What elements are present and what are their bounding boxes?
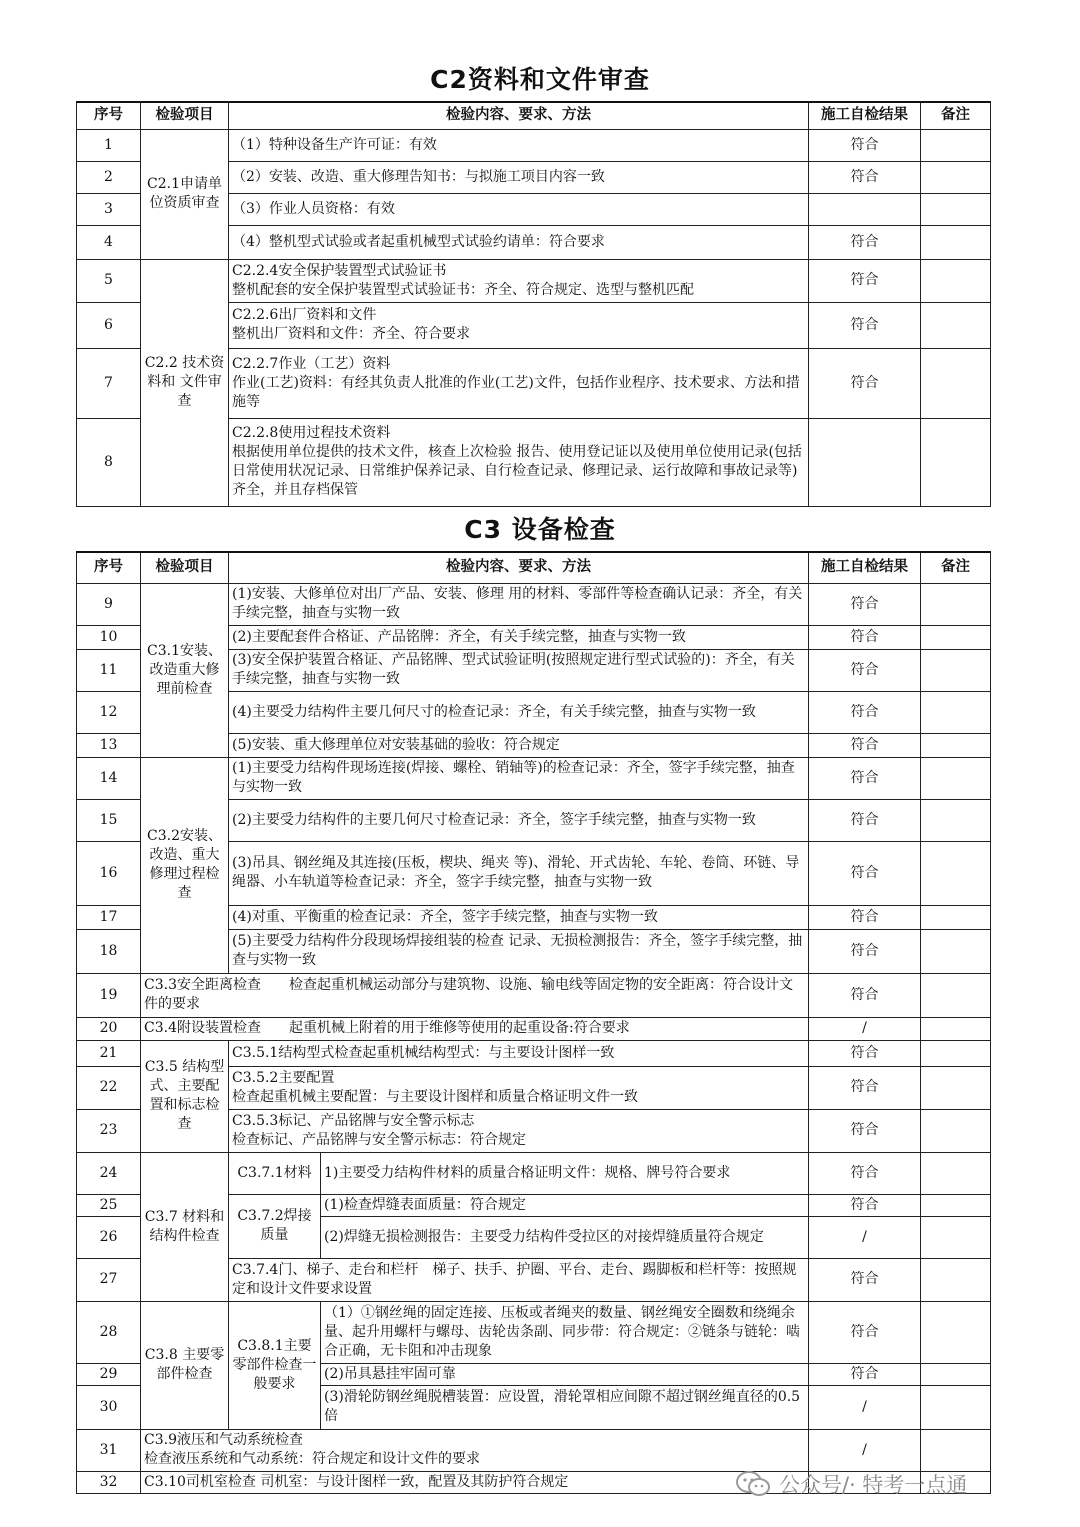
row-no: 24 xyxy=(77,1152,141,1194)
row-result: 符合 xyxy=(809,348,921,418)
row-remark xyxy=(921,973,991,1017)
row-result: 符合 xyxy=(809,1040,921,1066)
row-no: 18 xyxy=(77,929,141,973)
row-no: 19 xyxy=(77,973,141,1017)
row-content: （2）安装、改造、重大修理告知书：与拟施工项目内容一致 xyxy=(229,161,809,193)
row-remark xyxy=(921,1152,991,1194)
row-result: 符合 xyxy=(809,1363,921,1385)
row-content: C3.10司机室检查 司机室：与设计图样一致，配置及其防护符合规定 xyxy=(141,1471,809,1493)
row-result: 符合 xyxy=(809,625,921,649)
row-content: (3)吊具、钢丝绳及其连接(压板，楔块、绳夹 等)、滑轮、开式齿轮、车轮、卷筒、环链、导绳器、小车轨道等检查记录：齐全，签字手续完整，抽查与实物一致 xyxy=(229,841,809,905)
row-no: 7 xyxy=(77,348,141,418)
wechat-icon xyxy=(735,1470,771,1498)
row-result: 符合 xyxy=(809,1258,921,1301)
row-content: (2)主要受力结构件的主要几何尺寸检查记录：齐全，签字手续完整，抽查与实物一致 xyxy=(229,799,809,841)
row-result: 符合 xyxy=(809,691,921,733)
row-result: 符合 xyxy=(809,799,921,841)
row-remark xyxy=(921,1066,991,1109)
row-no: 9 xyxy=(77,583,141,625)
row-no: 21 xyxy=(77,1040,141,1066)
row-result: 符合 xyxy=(809,929,921,973)
watermark xyxy=(735,1464,1055,1504)
row-no: 25 xyxy=(77,1194,141,1216)
row-content: (1)安装、大修单位对出厂产品、安装、修理 用的材料、零部件等检查确认记录：齐全，有关手续完整，抽查与实物一致 xyxy=(229,583,809,625)
row-content: C3.5.2主要配置 检查起重机械主要配置：与主要设计图样和质量合格证明文件一致 xyxy=(229,1066,809,1109)
row-content: (4)主要受力结构件主要几何尺寸的检查记录：齐全，有关手续完整，抽查与实物一致 xyxy=(229,691,809,733)
row-content: (2)吊具悬挂牢固可靠 xyxy=(321,1363,809,1385)
row-no: 14 xyxy=(77,757,141,799)
row-result: 符合 xyxy=(809,733,921,757)
table-row xyxy=(77,1040,991,1066)
row-no: 15 xyxy=(77,799,141,841)
row-no: 1 xyxy=(77,129,141,161)
header-item: 检验项目 xyxy=(141,102,229,129)
row-remark xyxy=(921,1040,991,1066)
row-result: / xyxy=(809,1017,921,1040)
table-row xyxy=(77,1152,991,1194)
row-content: （1）①钢丝绳的固定连接、压板或者绳夹的数量、钢丝绳安全圈数和绕绳余量、起升用螺杆与螺母、齿轮齿条副、同步带：符合规定：②链条与链轮：啮合正确，无卡阻和冲击现象 xyxy=(321,1301,809,1363)
row-result: 符合 xyxy=(809,1152,921,1194)
row-content: C3.5.3标记、产品铭牌与安全警示标志 检查标记、产品铭牌与安全警示标志：符合规定 xyxy=(229,1109,809,1152)
group-c22: C2.2 技术资料和 文件审查 xyxy=(141,259,229,506)
table-row xyxy=(77,973,991,1017)
row-no: 17 xyxy=(77,905,141,929)
header-result: 施工自检结果 xyxy=(809,552,921,583)
row-content: C2.2.7作业（工艺）资料 作业(工艺)资料：有经其负责人批准的作业(工艺)文件，包括作业程序、技术要求、方法和措施等 xyxy=(229,348,809,418)
row-result: 符合 xyxy=(809,1066,921,1109)
row-remark xyxy=(921,302,991,348)
row-no: 3 xyxy=(77,193,141,225)
table-row xyxy=(77,757,991,799)
row-content: (1)检查焊缝表面质量：符合规定 xyxy=(321,1194,809,1216)
row-no: 26 xyxy=(77,1216,141,1258)
row-result: 符合 xyxy=(809,302,921,348)
table-row xyxy=(77,583,991,625)
row-remark xyxy=(921,929,991,973)
row-remark xyxy=(921,1258,991,1301)
sub-c371: C3.7.1材料 xyxy=(229,1152,321,1194)
row-content: （1）特种设备生产许可证：有效 xyxy=(229,129,809,161)
group-c31: C3.1安装、改造重大修理前检查 xyxy=(141,583,229,757)
header-item: 检验项目 xyxy=(141,552,229,583)
row-remark xyxy=(921,583,991,625)
row-remark xyxy=(921,1301,991,1363)
row-result: / xyxy=(809,1385,921,1429)
row-result: 符合 xyxy=(809,1109,921,1152)
header-content: 检验内容、要求、方法 xyxy=(229,552,809,583)
c3-table xyxy=(76,551,991,1494)
row-remark xyxy=(921,649,991,691)
row-remark xyxy=(921,348,991,418)
row-no: 28 xyxy=(77,1301,141,1363)
section-title-c2: C2资料和文件审查 xyxy=(430,65,650,94)
row-remark xyxy=(921,1216,991,1258)
watermark-text: 公众号/· 特考一点通 xyxy=(779,1473,968,1497)
row-content: 1)主要受力结构件材料的质量合格证明文件：规格、牌号符合要求 xyxy=(321,1152,809,1194)
row-content: C3.7.4门、梯子、走台和栏杆 梯子、扶手、护圈、平台、走台、踢脚板和栏杆等：按照规定和设计文件要求设置 xyxy=(229,1258,809,1301)
row-remark xyxy=(921,225,991,259)
row-result: 符合 xyxy=(809,129,921,161)
section-title-c3: C3 设备检查 xyxy=(464,515,616,544)
row-remark xyxy=(921,799,991,841)
group-c35: C3.5 结构型式、主要配置和标志检 查 xyxy=(141,1040,229,1152)
row-no: 27 xyxy=(77,1258,141,1301)
row-remark xyxy=(921,129,991,161)
row-result: 符合 xyxy=(809,1194,921,1216)
group-c38: C3.8 主要零部件检查 xyxy=(141,1301,229,1429)
row-content: C3.5.1结构型式检查起重机械结构型式：与主要设计图样一致 xyxy=(229,1040,809,1066)
row-content: C2.2.8使用过程技术资料 根据使用单位提供的技术文件，核查上次检验 报告、使用登记证以及使用单位使用记录(包括日常使用状况记录、日常维护保养记录、自行检查记录、修理记录、运行故障和事故记录等)齐全，并且存档保管 xyxy=(229,418,809,506)
table-row xyxy=(77,259,991,302)
row-result: 符合 xyxy=(809,757,921,799)
header-result: 施工自检结果 xyxy=(809,102,921,129)
row-remark xyxy=(921,193,991,225)
row-no: 20 xyxy=(77,1017,141,1040)
row-remark xyxy=(921,841,991,905)
row-no: 2 xyxy=(77,161,141,193)
row-content: (3)安全保护装置合格证、产品铭牌、型式试验证明(按照规定进行型式试验的)：齐全，有关手续完整，抽查与实物一致 xyxy=(229,649,809,691)
row-remark xyxy=(921,1385,991,1429)
row-content: （3）作业人员资格：有效 xyxy=(229,193,809,225)
row-result: 符合 xyxy=(809,583,921,625)
row-no: 6 xyxy=(77,302,141,348)
row-result: / xyxy=(809,1429,921,1471)
row-result: 符合 xyxy=(809,905,921,929)
row-result: 符合 xyxy=(809,225,921,259)
row-content: (5)安装、重大修理单位对安装基础的验收：符合规定 xyxy=(229,733,809,757)
header-remark: 备注 xyxy=(921,552,991,583)
group-c37: C3.7 材料和结构件检查 xyxy=(141,1152,229,1301)
sub-c372: C3.7.2焊接质量 xyxy=(229,1194,321,1258)
group-c32: C3.2安装、改造、重大修理过程检查 xyxy=(141,757,229,973)
row-result xyxy=(809,193,921,225)
row-content: C3.4附设装置检查 起重机械上附着的用于维修等使用的起重设备:符合要求 xyxy=(141,1017,809,1040)
row-result xyxy=(809,418,921,506)
row-no: 5 xyxy=(77,259,141,302)
header-remark: 备注 xyxy=(921,102,991,129)
row-content: (2)焊缝无损检测报告：主要受力结构件受拉区的对接焊缝质量符合规定 xyxy=(321,1216,809,1258)
header-no: 序号 xyxy=(77,102,141,129)
row-content: C2.2.6出厂资料和文件 整机出厂资料和文件：齐全、符合要求 xyxy=(229,302,809,348)
row-content: (4)对重、平衡重的检查记录：齐全，签字手续完整，抽查与实物一致 xyxy=(229,905,809,929)
row-content: (5)主要受力结构件分段现场焊接组装的检查 记录、无损检测报告：齐全，签字手续完整，抽查与实物一致 xyxy=(229,929,809,973)
group-c21: C2.1申请单位资质审查 xyxy=(141,129,229,259)
row-result: 符合 xyxy=(809,1301,921,1363)
row-no: 10 xyxy=(77,625,141,649)
row-content: (1)主要受力结构件现场连接(焊接、螺栓、销轴等)的检查记录：齐全，签字手续完整，抽查与实物一致 xyxy=(229,757,809,799)
row-result: / xyxy=(809,1216,921,1258)
row-no: 8 xyxy=(77,418,141,506)
row-no: 11 xyxy=(77,649,141,691)
table-row xyxy=(77,129,991,161)
row-content: C3.9液压和气动系统检查 检查液压系统和气动系统：符合规定和设计文件的要求 xyxy=(141,1429,809,1471)
row-no: 4 xyxy=(77,225,141,259)
row-remark xyxy=(921,161,991,193)
header-content: 检验内容、要求、方法 xyxy=(229,102,809,129)
row-no: 22 xyxy=(77,1066,141,1109)
row-remark xyxy=(921,905,991,929)
row-result: 符合 xyxy=(809,973,921,1017)
row-remark xyxy=(921,757,991,799)
row-remark xyxy=(921,1363,991,1385)
sub-c381: C3.8.1主要零部件检查一般要求 xyxy=(229,1301,321,1429)
row-remark xyxy=(921,733,991,757)
row-remark xyxy=(921,691,991,733)
header-no: 序号 xyxy=(77,552,141,583)
row-no: 16 xyxy=(77,841,141,905)
table-row xyxy=(77,1017,991,1040)
row-no: 31 xyxy=(77,1429,141,1471)
row-remark xyxy=(921,418,991,506)
row-no: 30 xyxy=(77,1385,141,1429)
row-no: 23 xyxy=(77,1109,141,1152)
row-no: 12 xyxy=(77,691,141,733)
row-content: (2)主要配套件合格证、产品铭牌：齐全，有关手续完整，抽查与实物一致 xyxy=(229,625,809,649)
row-content: C3.3安全距离检查 检查起重机械运动部分与建筑物、设施、输电线等固定物的安全距离：符合设计文件的要求 xyxy=(141,973,809,1017)
row-no: 29 xyxy=(77,1363,141,1385)
row-no: 32 xyxy=(77,1471,141,1493)
table-row xyxy=(77,1301,991,1363)
row-no: 13 xyxy=(77,733,141,757)
row-result: 符合 xyxy=(809,161,921,193)
row-content: (3)滑轮防钢丝绳脱槽装置：应设置，滑轮罩相应间隙不超过钢丝绳直径的0.5倍 xyxy=(321,1385,809,1429)
row-result: 符合 xyxy=(809,649,921,691)
row-content: C2.2.4安全保护装置型式试验证书 整机配套的安全保护装置型式试验证书：齐全、符合规定、选型与整机匹配 xyxy=(229,259,809,302)
row-remark xyxy=(921,1109,991,1152)
row-remark xyxy=(921,259,991,302)
row-result: 符合 xyxy=(809,841,921,905)
row-remark xyxy=(921,1194,991,1216)
c2-table xyxy=(76,101,991,507)
row-remark xyxy=(921,625,991,649)
row-result: 符合 xyxy=(809,259,921,302)
row-content: （4）整机型式试验或者起重机械型式试验约请单：符合要求 xyxy=(229,225,809,259)
row-remark xyxy=(921,1017,991,1040)
